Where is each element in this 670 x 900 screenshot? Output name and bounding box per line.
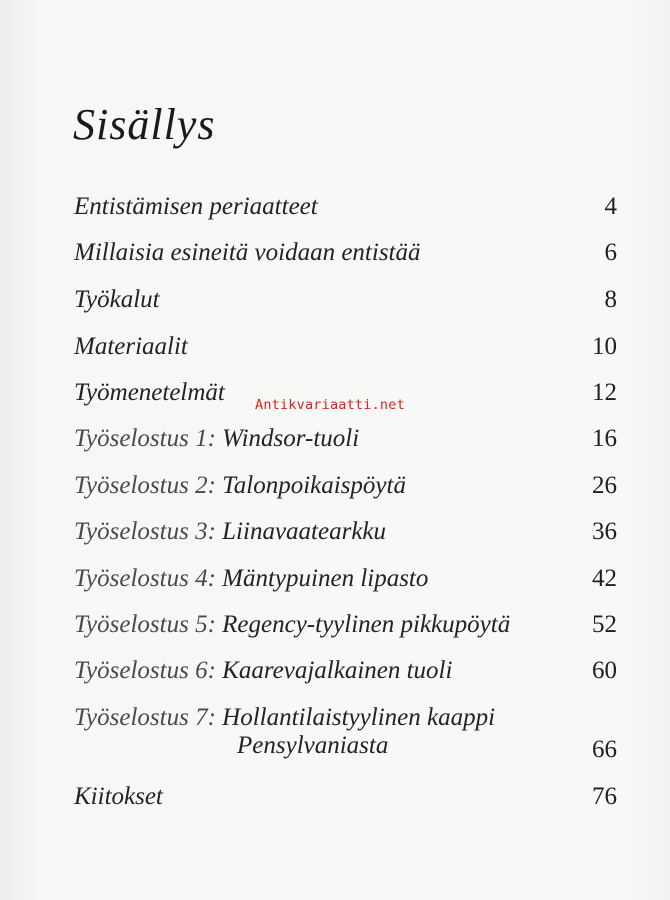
toc-page-number: 42 — [592, 565, 617, 592]
toc-entry-title: Kiitokset — [74, 783, 163, 810]
toc-page-number: 10 — [592, 333, 617, 360]
toc-page-number: 66 — [592, 736, 617, 763]
toc-page-number: 52 — [592, 611, 617, 638]
toc-entry — [74, 239, 617, 267]
page-title: Sisällys — [73, 100, 216, 149]
toc-page-number: 26 — [592, 472, 617, 499]
toc-entry-prefix: Työselostus 1: — [74, 425, 216, 452]
toc-entry — [74, 472, 617, 500]
toc-entry-title: Millaisia esineitä voidaan entistää — [74, 239, 421, 266]
toc-entry-prefix: Työselostus 3: — [74, 518, 216, 545]
toc-entry — [74, 193, 617, 221]
toc-page-number: 12 — [592, 379, 617, 406]
toc-entry-title: Windsor-tuoli — [222, 425, 360, 452]
toc-page-number: 60 — [592, 657, 617, 684]
toc-page-number: 8 — [604, 286, 617, 313]
toc-entry-title: Hollantilaistyylinen kaappi — [222, 704, 496, 731]
toc-entry-title: Kaarevajalkainen tuoli — [222, 657, 453, 684]
toc-entry — [74, 286, 617, 314]
toc-entry-title: Entistämisen periaatteet — [74, 193, 318, 220]
toc-page-number: 4 — [604, 193, 617, 220]
watermark: Antikvariaatti.net — [255, 397, 405, 413]
toc-page-number: 16 — [592, 425, 617, 452]
toc-entry — [74, 704, 617, 763]
toc-entry — [74, 333, 617, 361]
toc-entry-title: Mäntypuinen lipasto — [222, 565, 429, 592]
toc-entry — [74, 565, 617, 593]
toc-entry-title: Työkalut — [74, 286, 160, 313]
toc-entry-prefix: Työselostus 6: — [74, 657, 216, 684]
toc-page-number: 6 — [604, 239, 617, 266]
toc-entry — [74, 425, 617, 453]
toc-entry-prefix: Työselostus 2: — [74, 472, 216, 499]
toc-entry-title: Regency-tyylinen pikkupöytä — [222, 611, 511, 638]
toc-entry-title-continued: Pensylvaniasta — [237, 732, 389, 759]
toc-page-number: 36 — [592, 518, 617, 545]
toc-entry-title: Materiaalit — [74, 333, 188, 360]
toc-entry — [74, 657, 617, 685]
toc-entry-title: Talonpoikaispöytä — [222, 472, 406, 499]
toc-entry — [74, 518, 617, 546]
toc-entry-prefix: Työselostus 4: — [74, 565, 216, 592]
toc-entry-title: Liinavaatearkku — [222, 518, 387, 545]
toc-entry — [74, 611, 617, 639]
toc-entry — [74, 783, 617, 811]
toc-entry-prefix: Työselostus 5: — [74, 611, 216, 638]
toc-entry-prefix: Työselostus 7: — [74, 704, 216, 731]
toc-entry-title: Työmenetelmät — [74, 379, 225, 406]
toc-page-number: 76 — [592, 783, 617, 810]
